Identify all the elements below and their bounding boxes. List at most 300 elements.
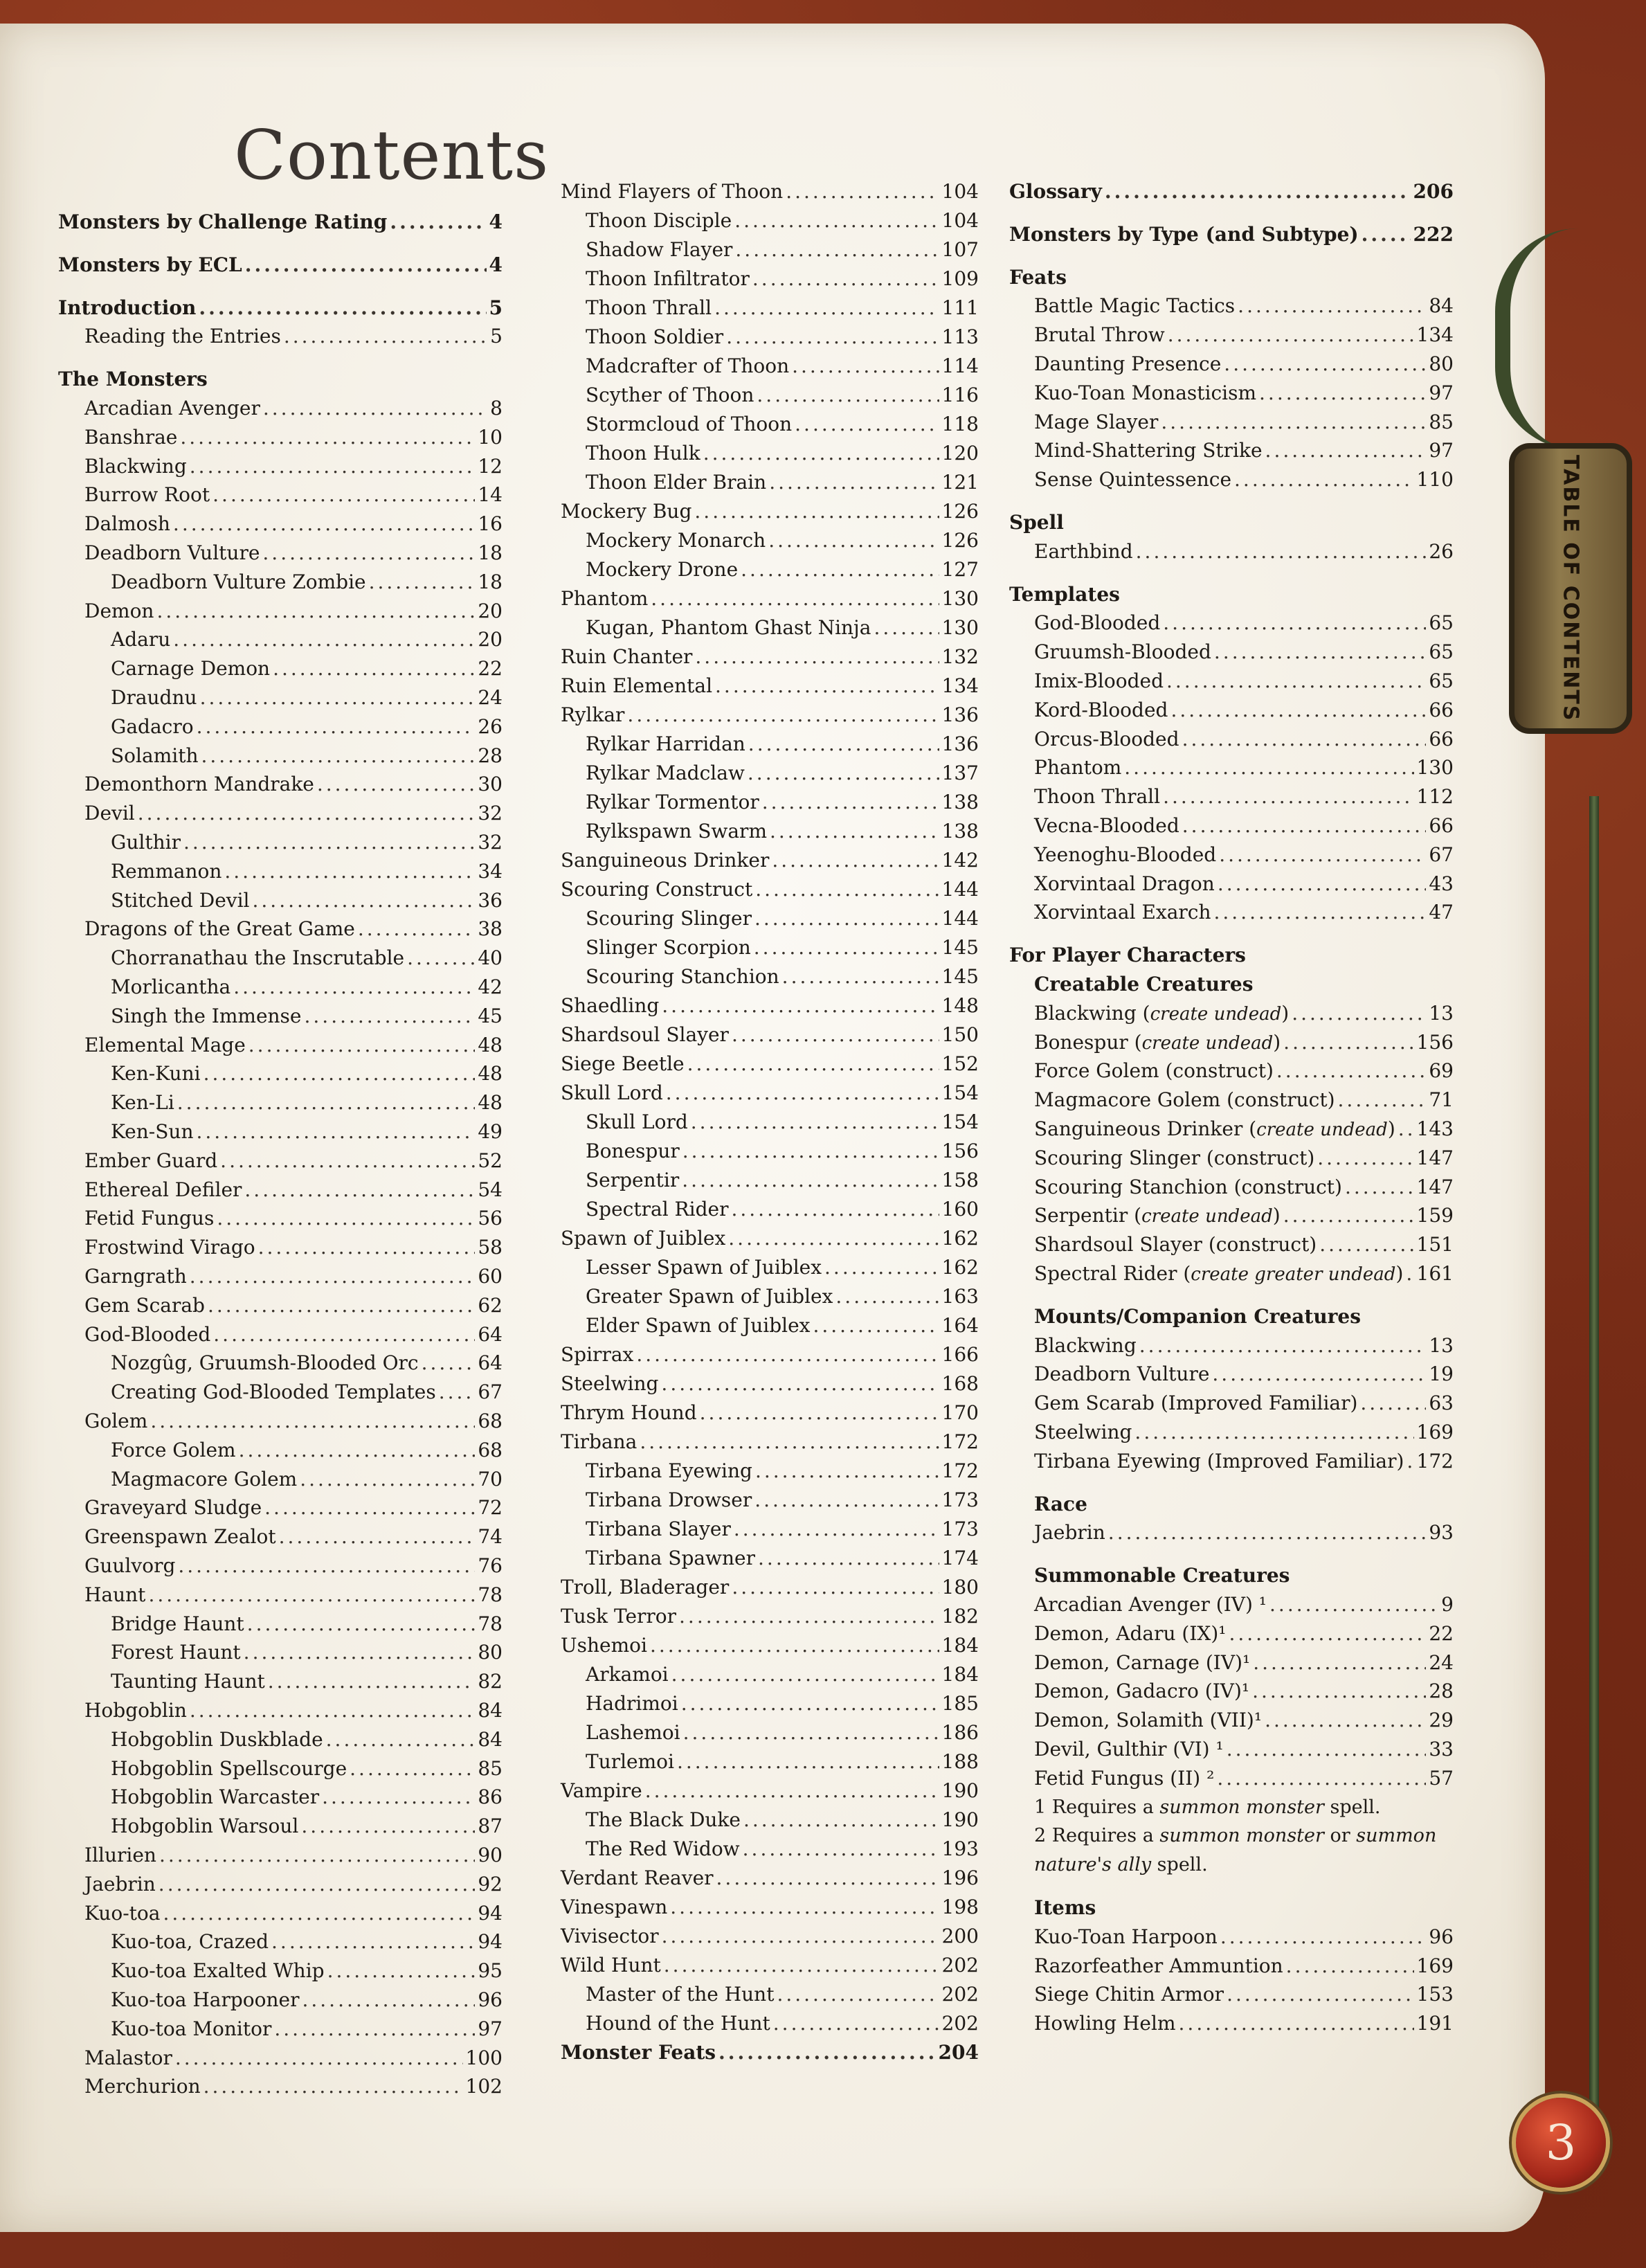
toc-entry-label: Turlemoi xyxy=(586,1750,674,1773)
toc-entry[interactable] xyxy=(1034,1735,1454,1764)
toc-entry[interactable] xyxy=(561,991,979,1020)
dot-leader xyxy=(1269,1590,1438,1619)
toc-entry-page: 184 xyxy=(941,1634,979,1657)
toc-entry[interactable] xyxy=(1034,1201,1454,1230)
dot-leader xyxy=(1407,1447,1413,1476)
toc-entry[interactable] xyxy=(1034,1648,1454,1677)
toc-entry-label: Mockery Drone xyxy=(586,558,739,581)
toc-entry-page: 69 xyxy=(1429,1059,1454,1083)
toc-entry[interactable] xyxy=(1034,609,1454,638)
toc-entry[interactable] xyxy=(586,555,979,584)
toc-entry[interactable] xyxy=(1034,379,1454,408)
dot-leader xyxy=(757,381,939,410)
toc-entry-label: Ember Guard xyxy=(84,1149,218,1172)
toc-entry-label: Shardsoul Slayer xyxy=(561,1023,729,1046)
dot-leader xyxy=(1360,1389,1426,1418)
toc-entry[interactable] xyxy=(111,1610,503,1639)
dot-leader xyxy=(1134,1418,1413,1447)
toc-entry[interactable] xyxy=(561,846,979,875)
toc-entry-label: Spirrax xyxy=(561,1343,634,1366)
toc-entry[interactable] xyxy=(111,654,503,683)
toc-entry[interactable] xyxy=(1034,1360,1454,1389)
toc-entry[interactable] xyxy=(84,1233,503,1262)
toc-entry-label: Tirbana xyxy=(561,1430,637,1453)
toc-entry[interactable] xyxy=(111,1465,503,1494)
toc-entry-page: 65 xyxy=(1429,640,1454,664)
section-heading: Templates xyxy=(1009,582,1120,606)
toc-entry[interactable] xyxy=(586,1980,979,2009)
toc-entry-label: Arcadian Avenger xyxy=(84,397,260,420)
toc-entry-page: 158 xyxy=(941,1169,979,1191)
toc-entry[interactable] xyxy=(84,1176,503,1205)
toc-entry-page: 170 xyxy=(941,1401,979,1424)
toc-entry[interactable] xyxy=(561,642,979,672)
toc-entry[interactable] xyxy=(586,439,979,468)
toc-entry-page: 87 xyxy=(478,1815,503,1838)
toc-entry-page: 48 xyxy=(478,1033,503,1056)
toc-entry[interactable] xyxy=(1034,1056,1454,1086)
toc-entry[interactable] xyxy=(111,1436,503,1465)
toc-entry-label: Ushemoi xyxy=(561,1634,647,1657)
toc-entry[interactable] xyxy=(84,1320,503,1349)
toc-entry[interactable] xyxy=(111,886,503,915)
toc-entry[interactable] xyxy=(111,1754,503,1783)
toc-entry[interactable] xyxy=(1034,811,1454,840)
toc-entry[interactable] xyxy=(1034,1389,1454,1418)
toc-entry-label: Daunting Presence xyxy=(1034,352,1222,375)
toc-entry[interactable] xyxy=(586,817,979,846)
toc-entry-label: Stormcloud of Thoon xyxy=(586,413,793,435)
dot-leader xyxy=(1338,1086,1427,1115)
dot-leader xyxy=(177,1088,476,1117)
toc-entry[interactable] xyxy=(1009,220,1454,249)
toc-entry[interactable] xyxy=(84,423,503,452)
toc-entry[interactable] xyxy=(586,264,979,294)
toc-entry-page: 5 xyxy=(490,325,503,348)
toc-entry[interactable] xyxy=(586,1806,979,1835)
toc-entry-page: 222 xyxy=(1413,222,1454,246)
toc-entry[interactable] xyxy=(561,701,979,730)
toc-entry-label: Scouring Slinger (construct) xyxy=(1034,1146,1315,1169)
toc-entry[interactable] xyxy=(1034,291,1454,321)
toc-entry[interactable] xyxy=(586,1137,979,1166)
dot-leader xyxy=(662,991,939,1020)
toc-entry[interactable] xyxy=(586,1486,979,1515)
toc-entry[interactable] xyxy=(84,915,503,944)
toc-entry[interactable] xyxy=(111,1088,503,1117)
toc-entry[interactable] xyxy=(84,1581,503,1610)
toc-entry-page: 32 xyxy=(478,831,503,854)
toc-entry[interactable] xyxy=(84,510,503,539)
toc-entry[interactable] xyxy=(1034,1619,1454,1648)
toc-entry[interactable] xyxy=(84,1696,503,1725)
toc-entry[interactable] xyxy=(1034,1952,1454,1981)
toc-entry[interactable] xyxy=(111,1059,503,1088)
toc-entry[interactable] xyxy=(111,683,503,712)
toc-entry-page: 24 xyxy=(1429,1650,1454,1674)
toc-entry-page: 56 xyxy=(478,1207,503,1230)
dot-leader xyxy=(1227,1735,1427,1764)
toc-entry-label: Tirbana Eyewing (Improved Familiar) xyxy=(1034,1449,1404,1473)
toc-entry[interactable] xyxy=(1034,408,1454,437)
toc-entry[interactable] xyxy=(561,1602,979,1631)
toc-entry-label: Ken-Kuni xyxy=(111,1062,201,1086)
toc-entry-label: Rylkar Tormentor xyxy=(586,791,759,813)
toc-entry-page: 147 xyxy=(1416,1175,1454,1198)
toc-entry-page: 19 xyxy=(1429,1362,1454,1386)
toc-entry[interactable] xyxy=(84,1031,503,1060)
toc-entry-page: 34 xyxy=(478,859,503,883)
toc-entry-label: Kuo-Toan Monasticism xyxy=(1034,381,1257,404)
toc-entry[interactable] xyxy=(586,1544,979,1573)
toc-entry[interactable] xyxy=(1034,1447,1454,1476)
toc-entry[interactable] xyxy=(561,1631,979,1660)
toc-entry[interactable] xyxy=(586,352,979,381)
toc-entry[interactable] xyxy=(586,1457,979,1486)
toc-entry[interactable] xyxy=(111,625,503,654)
toc-entry[interactable] xyxy=(1034,1259,1454,1288)
toc-entry-label: Scouring Construct xyxy=(561,878,753,901)
toc-entry[interactable] xyxy=(586,381,979,410)
toc-entry[interactable] xyxy=(586,1166,979,1195)
dot-leader xyxy=(768,526,939,555)
dot-leader xyxy=(279,1522,476,1551)
dot-leader xyxy=(1214,638,1426,667)
toc-entry[interactable] xyxy=(561,497,979,526)
toc-entry-page: 162 xyxy=(941,1256,979,1279)
toc-entry-page: 66 xyxy=(1429,814,1454,837)
dot-leader xyxy=(201,741,475,771)
toc-entry[interactable] xyxy=(84,2072,503,2101)
toc-entry[interactable] xyxy=(1034,1764,1454,1793)
toc-entry[interactable] xyxy=(111,1378,503,1407)
dot-leader xyxy=(220,1146,475,1176)
toc-entry[interactable] xyxy=(1034,870,1454,899)
toc-entry[interactable] xyxy=(561,1398,979,1428)
toc-entry[interactable] xyxy=(1034,1590,1454,1619)
toc-entry-page: 130 xyxy=(1416,756,1454,780)
toc-entry[interactable] xyxy=(586,933,979,962)
toc-entry-page: 142 xyxy=(941,849,979,872)
toc-entry[interactable] xyxy=(1034,1115,1454,1144)
toc-entry-label: Kuo-Toan Harpoon xyxy=(1034,1925,1218,1948)
toc-entry[interactable] xyxy=(1034,1923,1454,1952)
toc-entry[interactable] xyxy=(111,1956,503,1986)
toc-entry[interactable] xyxy=(84,1146,503,1176)
toc-entry-page: 136 xyxy=(941,703,979,726)
toc-entry[interactable] xyxy=(58,251,503,280)
toc-entry[interactable] xyxy=(586,2009,979,2038)
toc-entry-label: Mind-Shattering Strike xyxy=(1034,439,1263,462)
toc-entry[interactable] xyxy=(1034,782,1454,811)
toc-entry[interactable] xyxy=(111,1349,503,1378)
toc-entry[interactable] xyxy=(1034,696,1454,725)
dot-leader xyxy=(208,1291,475,1320)
toc-entry-page: 96 xyxy=(478,1988,503,2011)
toc-entry[interactable] xyxy=(111,1725,503,1754)
toc-entry[interactable] xyxy=(84,1204,503,1233)
toc-entry[interactable] xyxy=(586,1660,979,1689)
dot-leader xyxy=(204,2072,463,2101)
toc-entry[interactable] xyxy=(586,206,979,235)
toc-entry[interactable] xyxy=(1034,1331,1454,1360)
toc-entry[interactable] xyxy=(1034,840,1454,870)
toc-entry[interactable] xyxy=(111,1117,503,1146)
toc-entry[interactable] xyxy=(84,799,503,828)
toc-entry[interactable] xyxy=(586,1747,979,1776)
toc-entry[interactable] xyxy=(84,1841,503,1870)
toc-entry-page: 20 xyxy=(478,599,503,622)
toc-entry[interactable] xyxy=(561,1951,979,1980)
toc-entry[interactable] xyxy=(1034,1230,1454,1259)
toc-entry[interactable] xyxy=(111,741,503,771)
toc-entry[interactable] xyxy=(1034,1980,1454,2009)
toc-entry[interactable] xyxy=(111,2015,503,2044)
toc-entry[interactable] xyxy=(84,480,503,510)
toc-entry-page: 13 xyxy=(1429,1001,1454,1025)
toc-entry[interactable] xyxy=(561,177,979,206)
toc-entry[interactable] xyxy=(1034,753,1454,782)
toc-entry[interactable] xyxy=(586,468,979,497)
toc-entry[interactable] xyxy=(58,294,503,323)
toc-entry[interactable] xyxy=(586,1311,979,1340)
toc-entry[interactable] xyxy=(586,759,979,788)
toc-entry[interactable] xyxy=(586,1108,979,1137)
toc-entry[interactable] xyxy=(1034,898,1454,927)
section-heading: Items xyxy=(1034,1896,1096,1919)
toc-entry-label: Tusk Terror xyxy=(561,1605,677,1628)
toc-entry[interactable] xyxy=(561,1340,979,1369)
toc-entry[interactable] xyxy=(586,1689,979,1718)
toc-entry[interactable] xyxy=(58,208,503,237)
toc-entry[interactable] xyxy=(1034,999,1454,1028)
dot-leader xyxy=(159,1841,475,1870)
toc-entry[interactable] xyxy=(111,1667,503,1696)
toc-entry[interactable] xyxy=(561,875,979,904)
toc-entry[interactable] xyxy=(1034,537,1454,566)
toc-entry-label: Kugan, Phantom Ghast Ninja xyxy=(586,616,871,639)
toc-entry-label: Vivisector xyxy=(561,1925,659,1947)
toc-entry[interactable] xyxy=(84,1870,503,1899)
toc-entry-label: Rylkspawn Swarm xyxy=(586,820,767,843)
toc-entry[interactable] xyxy=(586,410,979,439)
toc-entry[interactable] xyxy=(561,1776,979,1806)
toc-entry[interactable] xyxy=(561,1573,979,1602)
dot-leader xyxy=(148,1581,475,1610)
toc-entry[interactable] xyxy=(586,1515,979,1544)
toc-entry[interactable] xyxy=(84,2044,503,2073)
toc-entry[interactable] xyxy=(1034,1418,1454,1447)
toc-entry[interactable] xyxy=(561,1428,979,1457)
toc-entry-page: 180 xyxy=(941,1576,979,1599)
toc-entry-page: 113 xyxy=(941,325,979,348)
toc-entry-label: Spectral Rider (create greater undead) xyxy=(1034,1262,1404,1285)
toc-entry-label: Tirbana Spawner xyxy=(586,1547,756,1569)
toc-entry[interactable] xyxy=(586,730,979,759)
toc-entry-label: Thoon Infiltrator xyxy=(586,267,750,290)
toc-entry[interactable] xyxy=(84,1493,503,1522)
toc-entry[interactable] xyxy=(84,394,503,423)
toc-entry[interactable] xyxy=(561,584,979,613)
toc-entry-page: 109 xyxy=(941,267,979,290)
dot-leader xyxy=(792,352,939,381)
footnote: 1 Requires a summon monster spell. xyxy=(1034,1796,1381,1818)
toc-entry[interactable] xyxy=(561,1369,979,1398)
toc-entry-page: 152 xyxy=(941,1052,979,1075)
toc-entry[interactable] xyxy=(586,904,979,933)
toc-entry[interactable] xyxy=(1034,436,1454,465)
toc-entry-label: Kuo-toa Monitor xyxy=(111,2017,272,2040)
toc-entry-label: Rylkar xyxy=(561,703,625,726)
toc-entry-page: 145 xyxy=(941,936,979,959)
toc-entry-label: God-Blooded xyxy=(1034,611,1161,635)
toc-entry-page: 145 xyxy=(941,965,979,988)
dot-leader xyxy=(1283,1028,1413,1057)
dot-leader xyxy=(1265,1706,1426,1735)
toc-entry[interactable] xyxy=(586,788,979,817)
toc-entry[interactable] xyxy=(1034,667,1454,696)
toc-entry-label: Mind Flayers of Thoon xyxy=(561,180,784,203)
toc-entry[interactable] xyxy=(1034,2009,1454,2038)
toc-entry[interactable] xyxy=(561,1224,979,1253)
toc-entry[interactable] xyxy=(586,1195,979,1224)
toc-entry[interactable] xyxy=(111,568,503,597)
toc-entry[interactable] xyxy=(111,712,503,741)
toc-entry-page: 26 xyxy=(478,714,503,738)
toc-entry[interactable] xyxy=(586,323,979,352)
toc-entry-page: 64 xyxy=(478,1351,503,1375)
toc-entry[interactable] xyxy=(561,1864,979,1893)
toc-entry[interactable] xyxy=(586,526,979,555)
toc-entry[interactable] xyxy=(84,452,503,481)
toc-entry[interactable] xyxy=(111,944,503,973)
toc-entry-page: 104 xyxy=(941,180,979,203)
toc-entry[interactable] xyxy=(586,235,979,264)
toc-entry-page: 84 xyxy=(478,1727,503,1751)
toc-entry-page: 66 xyxy=(1429,698,1454,721)
toc-entry[interactable] xyxy=(561,672,979,701)
toc-entry[interactable] xyxy=(1034,1518,1454,1547)
dot-leader xyxy=(197,712,476,741)
toc-entry[interactable] xyxy=(111,1638,503,1667)
toc-entry[interactable] xyxy=(586,613,979,642)
toc-entry-page: 185 xyxy=(941,1692,979,1715)
toc-entry[interactable] xyxy=(561,1050,979,1079)
dot-leader xyxy=(1224,350,1426,379)
dot-leader xyxy=(1220,1923,1427,1952)
toc-entry[interactable] xyxy=(561,2038,979,2067)
toc-entry[interactable] xyxy=(84,539,503,568)
toc-entry[interactable] xyxy=(84,1262,503,1291)
spear-shaft-decoration xyxy=(1589,796,1599,2153)
toc-entry[interactable] xyxy=(586,962,979,991)
dot-leader xyxy=(743,1806,939,1835)
toc-entry-label: Wild Hunt xyxy=(561,1954,661,1977)
toc-entry[interactable] xyxy=(1009,177,1454,206)
toc-entry-label: Gadacro xyxy=(111,714,194,738)
toc-entry[interactable] xyxy=(586,1253,979,1282)
toc-entry-label: Singh the Immense xyxy=(111,1004,302,1027)
dot-leader xyxy=(358,915,476,944)
toc-entry-label: Ken-Li xyxy=(111,1091,174,1115)
toc-entry-page: 134 xyxy=(1416,323,1454,347)
toc-entry[interactable] xyxy=(84,1407,503,1436)
toc-entry[interactable] xyxy=(561,1020,979,1050)
toc-entry[interactable] xyxy=(586,294,979,323)
toc-entry[interactable] xyxy=(1034,1706,1454,1735)
dot-leader xyxy=(244,1176,475,1205)
toc-entry[interactable] xyxy=(586,1718,979,1747)
dot-leader xyxy=(661,1369,939,1398)
toc-entry[interactable] xyxy=(111,1812,503,1841)
toc-entry-label: Taunting Haunt xyxy=(111,1670,265,1693)
toc-entry-page: 42 xyxy=(478,975,503,998)
toc-entry[interactable] xyxy=(111,1002,503,1031)
dot-leader xyxy=(369,568,476,597)
toc-entry-page: 116 xyxy=(941,384,979,406)
toc-entry[interactable] xyxy=(1034,350,1454,379)
toc-entry[interactable] xyxy=(84,770,503,799)
toc-entry[interactable] xyxy=(111,857,503,886)
toc-entry[interactable] xyxy=(111,1783,503,1812)
toc-entry[interactable] xyxy=(111,828,503,857)
toc-entry-label: Phantom xyxy=(1034,756,1122,780)
toc-entry-label: Jaebrin xyxy=(84,1872,156,1896)
toc-entry[interactable] xyxy=(84,1291,503,1320)
dot-leader xyxy=(204,1059,476,1088)
toc-entry[interactable] xyxy=(1034,1086,1454,1115)
toc-entry[interactable] xyxy=(1034,1677,1454,1706)
dot-leader xyxy=(772,846,939,875)
toc-entry[interactable] xyxy=(1034,725,1454,754)
toc-entry[interactable] xyxy=(1034,465,1454,494)
toc-entry-page: 104 xyxy=(941,209,979,232)
toc-entry[interactable] xyxy=(1034,1144,1454,1173)
toc-entry[interactable] xyxy=(561,1079,979,1108)
toc-entry-label: Force Golem xyxy=(111,1438,236,1461)
toc-entry[interactable] xyxy=(111,1927,503,1956)
toc-entry-page: 202 xyxy=(941,2012,979,2035)
toc-entry[interactable] xyxy=(111,973,503,1002)
toc-entry-label: Thoon Soldier xyxy=(586,325,724,348)
toc-entry[interactable] xyxy=(84,322,503,351)
toc-entry[interactable] xyxy=(586,1835,979,1864)
toc-entry[interactable] xyxy=(84,1551,503,1581)
toc-entry-page: 94 xyxy=(478,1930,503,1954)
toc-entry-page: 202 xyxy=(941,1954,979,1977)
dot-leader xyxy=(755,875,939,904)
dot-leader xyxy=(743,1835,939,1864)
toc-entry[interactable] xyxy=(1034,321,1454,350)
toc-entry[interactable] xyxy=(84,1899,503,1928)
dot-leader xyxy=(758,1544,939,1573)
toc-entry[interactable] xyxy=(561,1893,979,1922)
toc-entry[interactable] xyxy=(561,1922,979,1951)
toc-entry[interactable] xyxy=(111,1986,503,2015)
toc-entry-page: 121 xyxy=(941,471,979,494)
toc-entry-page: 169 xyxy=(1416,1421,1454,1443)
toc-entry[interactable] xyxy=(1034,1028,1454,1057)
toc-entry[interactable] xyxy=(84,597,503,626)
toc-entry[interactable] xyxy=(1034,638,1454,667)
toc-entry-page: 90 xyxy=(478,1844,503,1866)
toc-entry[interactable] xyxy=(586,1282,979,1311)
toc-entry-label: Ruin Chanter xyxy=(561,645,693,668)
toc-entry[interactable] xyxy=(1034,1173,1454,1202)
toc-entry-label: Ethereal Defiler xyxy=(84,1178,242,1201)
toc-entry[interactable] xyxy=(84,1522,503,1551)
toc-entry-label: Merchurion xyxy=(84,2075,201,2098)
